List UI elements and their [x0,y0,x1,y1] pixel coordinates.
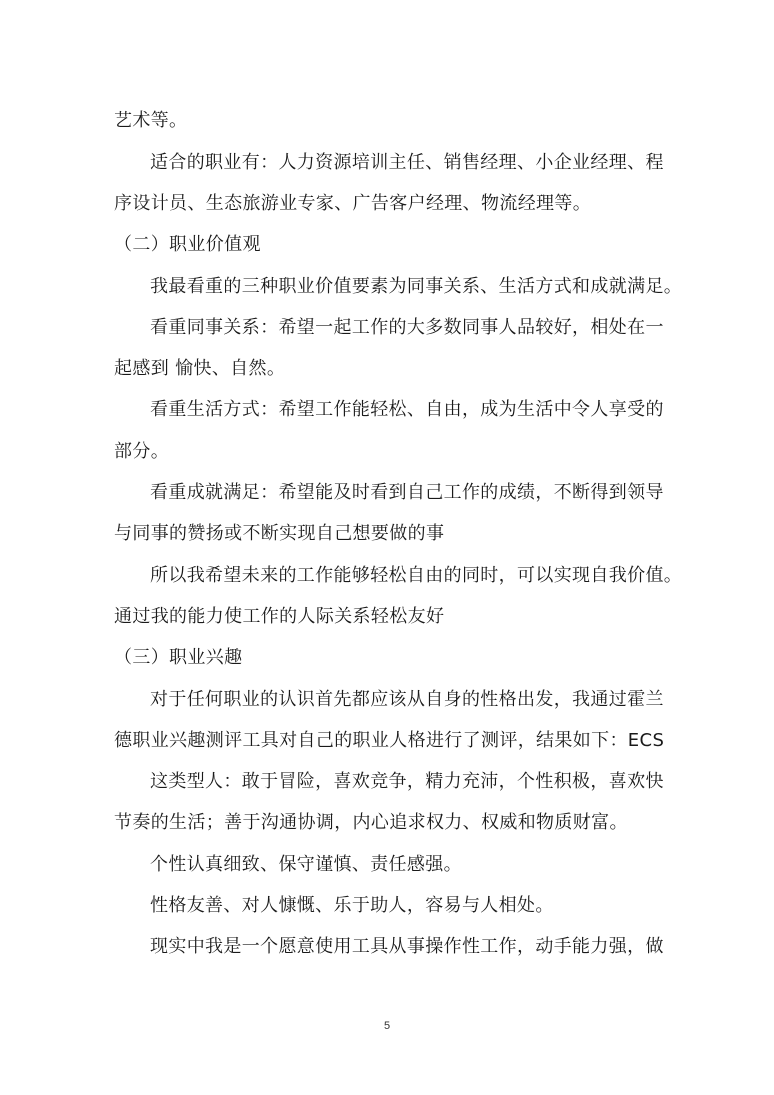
paragraph-line: 艺术等。 [114,110,188,131]
paragraph-line: 性格友善、对人慷慨、乐于助人，容易与人相处。 [150,895,554,916]
paragraph-line: 所以我希望未来的工作能够轻松自由的同时，可以实现自我价值。 [150,565,683,586]
paragraph-line: 我最看重的三种职业价值要素为同事关系、生活方式和成就满足。 [150,276,683,297]
page-number: 5 [383,1020,391,1032]
paragraph-line: 这类型人：敢于冒险，喜欢竞争，精力充沛，个性积极，喜欢快 [150,771,664,792]
paragraph-line: 通过我的能力使工作的人际关系轻松友好 [114,606,445,627]
paragraph-line: 看重生活方式：希望工作能轻松、自由，成为生活中令人享受的 [150,399,664,420]
paragraph-line: 看重成就满足：希望能及时看到自己工作的成绩，不断得到领导 [150,482,664,503]
paragraph-line: 与同事的赞扬或不断实现自己想要做的事 [114,523,445,544]
paragraph-line: 起感到 愉快、自然。 [114,358,286,379]
paragraph-line: 现实中我是一个愿意使用工具从事操作性工作，动手能力强，做 [150,936,664,957]
paragraph-line: 看重同事关系：希望一起工作的大多数同事人品较好，相处在一 [150,317,664,338]
section-heading: （二）职业价值观 [114,234,261,255]
paragraph-line: 节奏的生活；善于沟通协调，内心追求权力、权威和物质财富。 [114,812,628,833]
paragraph-line: 序设计员、生态旅游业专家、广告客户经理、物流经理等。 [114,193,592,214]
section-heading: （三）职业兴趣 [114,647,243,668]
paragraph-line: 对于任何职业的认识首先都应该从自身的性格出发，我通过霍兰 [150,689,664,710]
paragraph-line: 德职业兴趣测评工具对自己的职业人格进行了测评，结果如下：ECS [114,730,665,751]
paragraph-line: 部分。 [114,441,170,462]
paragraph-line: 个性认真细致、保守谨慎、责任感强。 [150,854,462,875]
paragraph-line: 适合的职业有：人力资源培训主任、销售经理、小企业经理、程 [150,152,664,173]
